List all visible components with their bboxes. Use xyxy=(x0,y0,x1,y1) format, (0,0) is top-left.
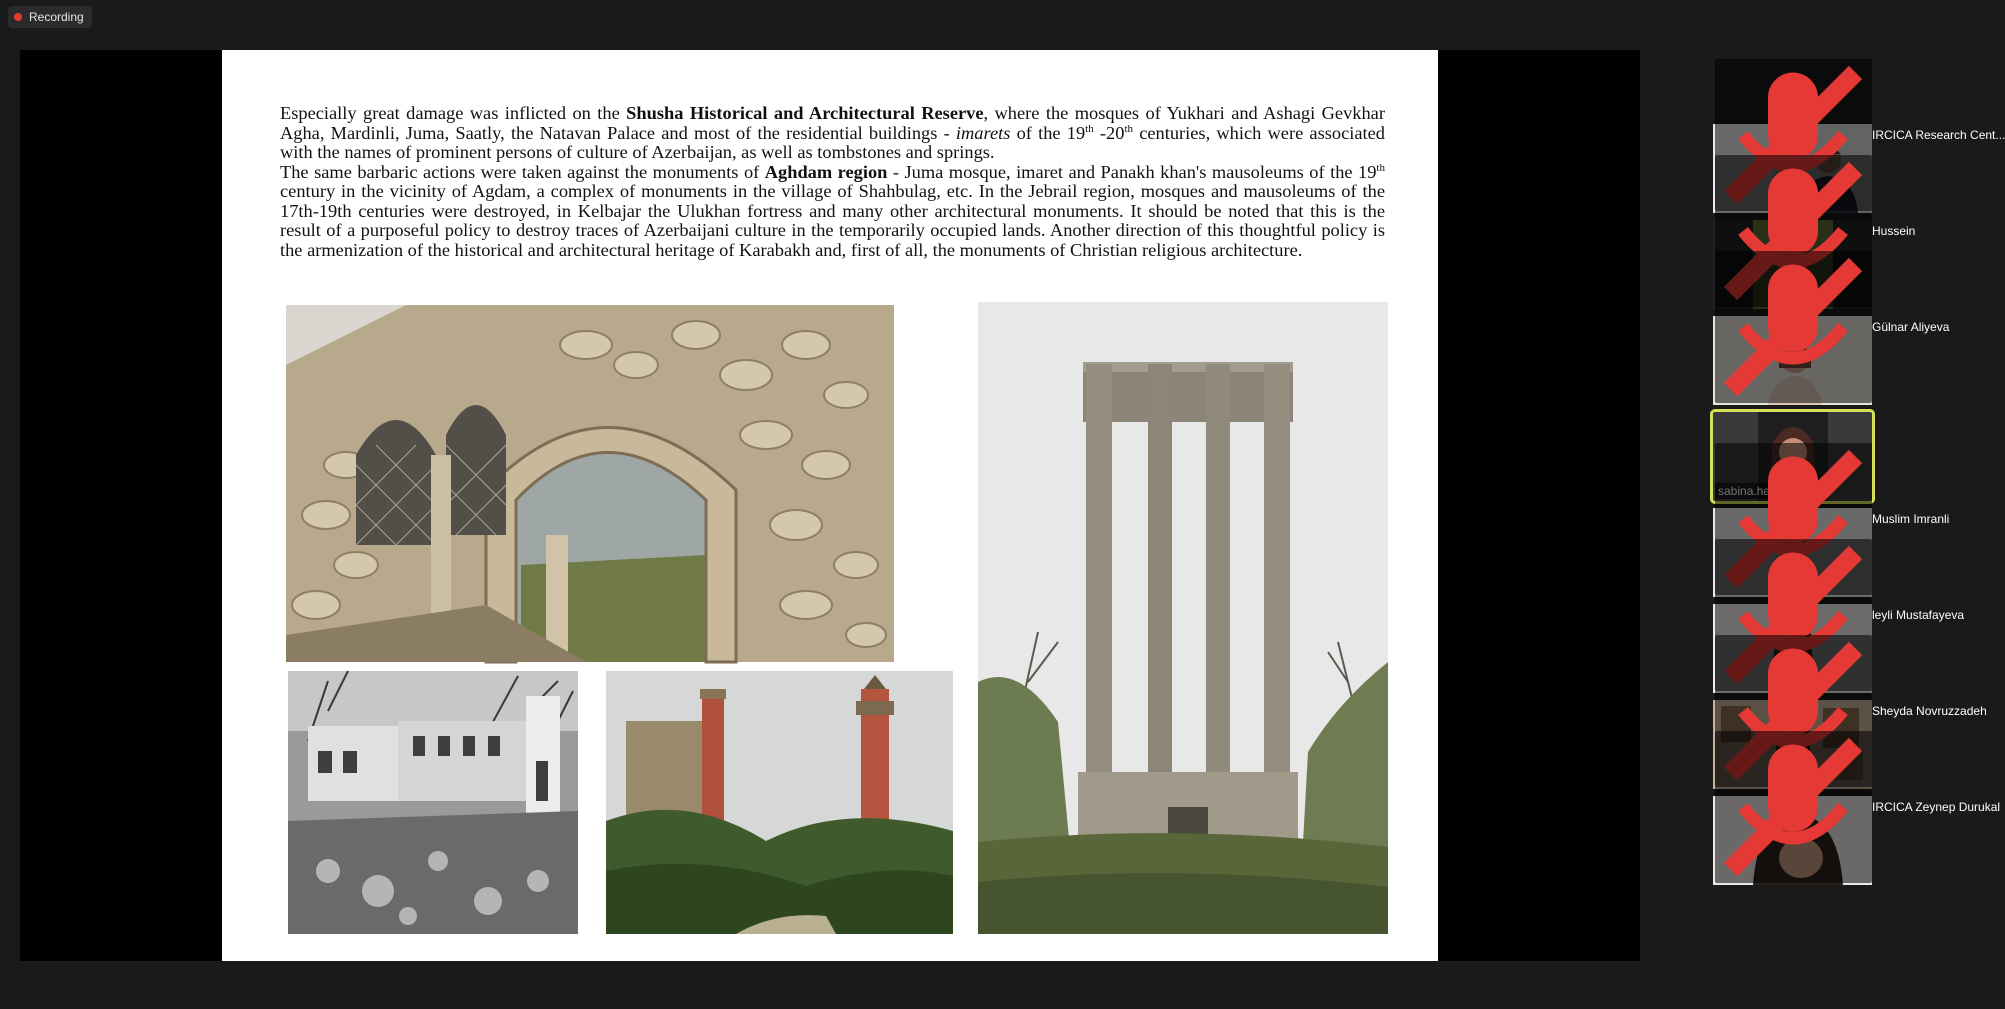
recording-dot-icon xyxy=(14,13,22,21)
slide-paragraph-2: The same barbaric actions were taken against the monuments of Aghdam region - Juma mosque, imaret and Panakh khan's mausoleums of the 19th century in the vicinity of Agdam, a complex of monuments in the village of Shahbulag, etc. In the Jebrail region, mosques and mausoleums of the 17th-19th centuries were destroyed, in Kelbajar the Ulukhan fortress and many other architectural monuments. It should be noted that this is the result of a purposeful policy to destroy traces of Azerbaijani culture in the temporarily occupied lands. Another direction of this thoughtful policy is the armenization of the historical and architectural heritage of Karabakh and, first of all, the monuments of Christian religious architecture. xyxy=(280,161,1385,260)
recording-indicator[interactable] xyxy=(8,6,92,28)
ruined-houses-bw-photo xyxy=(288,671,578,934)
ruined-arches-photo xyxy=(286,305,894,662)
participant-label: Gülnar Aliyeva xyxy=(1715,251,1872,403)
slide-paragraph-1: Especially great damage was inflicted on the Shusha Historical and Architectural Reserve, where the mosques of Yukhari and Ashagi Gevkhar Agha, Mardinli, Juma, Saatly, the Natavan Palace and most of the residential buildings - imarets of the 19th -20th centuries, which were associated with the names of prominent persons of culture of Azerbaijan, as well as tombstones and springs. xyxy=(280,103,1385,162)
participant-label: IRCICA Zeynep Durukal xyxy=(1715,731,1872,883)
presentation-slide xyxy=(222,50,1438,961)
shared-screen xyxy=(20,50,1640,961)
microphone-muted-icon xyxy=(1718,252,1868,402)
microphone-muted-icon xyxy=(1718,732,1868,882)
participant-tile-zeynep-durukal[interactable] xyxy=(1713,796,2001,885)
participant-label: Muslim Imranli xyxy=(1715,443,1872,595)
participant-label: Sheyda Novruzzadeh xyxy=(1715,635,1872,787)
participant-tile-gulnar-aliyeva[interactable] xyxy=(1713,316,1950,405)
participant-label: Hussein xyxy=(1715,155,1872,307)
mosque-minarets-photo xyxy=(606,671,953,934)
slide-text xyxy=(280,104,1385,260)
participant-label: IRCICA Research Cent... xyxy=(1715,59,1872,211)
recording-label: Recording xyxy=(29,10,84,24)
participant-label: leyli Mustafayeva xyxy=(1715,539,1872,691)
pillar-monument-photo xyxy=(978,302,1388,934)
